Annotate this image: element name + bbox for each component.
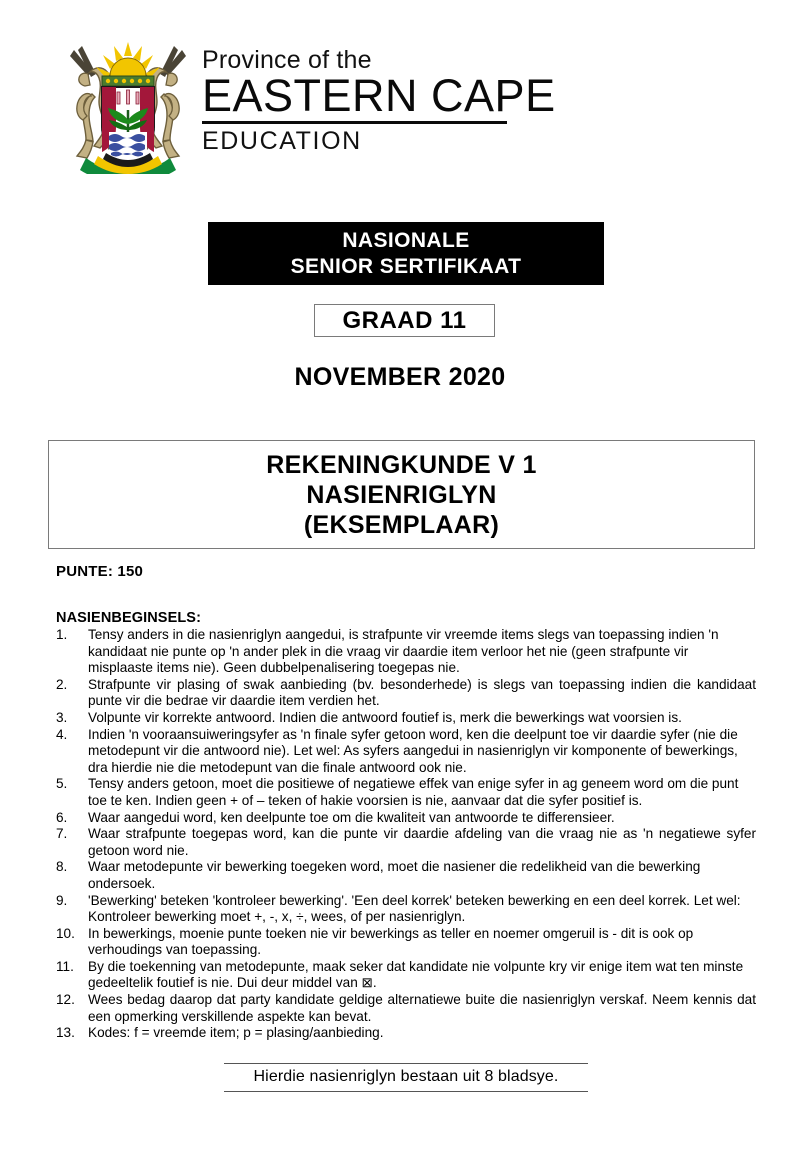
principle-item (56, 859, 756, 892)
principle-number: 1. (56, 627, 68, 642)
wordmark-rule (202, 121, 507, 124)
principle-text: Indien 'n vooraansuiweringsyfer as 'n finale syfer getoon word, ken die deelpunt toe vir daardie syfer (nie die metodepunt vir die antwoord nie). Let wel: As syfers aangedui in nasienriglyn vir komponente of bewerkings, dra hierdie nie die metodepunt van die finale antwoord ook nie. (88, 726, 738, 775)
principle-number: 8. (56, 859, 68, 875)
principle-text: In bewerkings, moenie punte toeken nie vir bewerkings as teller en noemer omgeruil is - dit is ook op verhoudings van toepassing. (88, 925, 694, 958)
principle-number: 11. (56, 958, 74, 974)
page-count-note: Hierdie nasienriglyn bestaan uit 8 bladsye. (253, 1068, 559, 1085)
principle-item (56, 627, 756, 677)
principle-text: 'Bewerking' beteken 'kontroleer bewerking'. 'Een deel korrek' beteken bewerking en een deel korrek. Let wel: Kontroleer bewerking moet +, -, x, ÷, wees, of per nasienriglyn. (88, 892, 741, 925)
principle-number: 12. (56, 992, 75, 1008)
principle-number: 7. (56, 826, 68, 842)
principle-item (56, 893, 756, 926)
subject-line-3: (EKSEMPLAAR) (303, 510, 500, 539)
principle-number: 3. (56, 709, 68, 725)
principle-text: Waar aangedui word, ken deelpunte toe om die kwaliteit van antwoorde te differensieer. (88, 809, 615, 825)
principle-text: Waar strafpunte toegepas word, kan die punte vir daardie afdeling van die vraag nie as 'n negatiewe syfer getoon word nie. (88, 826, 756, 858)
principle-number: 2. (56, 676, 68, 692)
principle-item (56, 810, 756, 827)
principle-text: Waar metodepunte vir bewerking toegeken word, moet die nasiener die redelikheid van die bewerking ondersoek. (88, 859, 701, 891)
wordmark (202, 32, 556, 155)
principle-item (56, 727, 756, 777)
principle-text: By die toekenning van metodepunte, maak seker dat kandidate nie volpunte kry vir enige item wat ten minste gedeeltelik foutief is nie. Dui deur middel van ⊠. (88, 958, 744, 991)
principle-item (56, 677, 756, 710)
certificate-banner-line-1: NASIONALE (342, 228, 470, 252)
principle-number: 9. (56, 892, 68, 908)
subject-line-1: REKENINGKUNDE V 1 (266, 450, 537, 479)
principle-number: 5. (56, 776, 68, 792)
wordmark-line-province: Province of the (202, 46, 372, 74)
exam-date: NOVEMBER 2020 (294, 363, 506, 391)
principle-number: 13. (56, 1025, 75, 1041)
principle-item (56, 826, 756, 859)
certificate-banner-line-2: SENIOR SERTIFIKAAT (290, 254, 522, 278)
subject-line-2: NASIENRIGLYN (306, 480, 497, 509)
principle-item (56, 1025, 756, 1042)
principle-text: Tensy anders getoon, moet die positiewe of negatiewe effek van enige syfer in ag geneem word om die punt toe te ken. Indien geen + of – teken of hakie voorsien is nie, aanvaar dat die syfer positief is. (88, 776, 739, 808)
wordmark-line-eastern-cape: EASTERN CAPE (202, 70, 556, 121)
page-count-note-box (224, 1063, 588, 1092)
certificate-banner (208, 222, 604, 285)
wordmark-line-education: EDUCATION (202, 127, 362, 155)
masthead (62, 32, 562, 177)
grade-label: GRAAD 11 (342, 306, 467, 334)
principle-item (56, 992, 756, 1025)
principle-number: 4. (56, 726, 68, 742)
principle-item (56, 926, 756, 959)
principle-item (56, 959, 756, 992)
principle-number: 10. (56, 925, 75, 941)
principle-number: 6. (56, 809, 68, 825)
principle-text: Strafpunte vir plasing of swak aanbieding (bv. besonderhede) is slegs van toepassing indien die kandidaat punte vir die bedrae vir daardie item verdien het. (88, 676, 756, 709)
principle-text: Wees bedag daarop dat party kandidate geldige alternatiewe buite die nasienriglyn verskaf. Neem kennis dat een opmerking verskillende aspekte kan bevat. (88, 992, 756, 1024)
grade-box (314, 304, 495, 337)
marking-principles-heading: NASIENBEGINSELS: (56, 610, 202, 626)
principle-text: Volpunte vir korrekte antwoord. Indien die antwoord foutief is, merk die bewerkings wat voorsien is. (88, 709, 682, 725)
principle-item (56, 710, 756, 727)
principle-text: Tensy anders in die nasienriglyn aangedui, is strafpunte vir vreemde items slegs van toepassing indien 'n kandidaat nie punte op 'n ander plek in die vraag vir daardie item verloor het nie (geen strafpunte vir misplaaste items nie). Geen dubbelpenalisering toegepas nie. (88, 627, 719, 676)
principle-item (56, 776, 756, 809)
marking-principles-list (56, 627, 756, 1042)
eastern-cape-coat-of-arms-icon (62, 32, 194, 174)
subject-title-box (48, 440, 755, 549)
principle-text: Kodes: f = vreemde item; p = plasing/aanbieding. (88, 1025, 384, 1041)
total-marks: PUNTE: 150 (56, 563, 144, 580)
